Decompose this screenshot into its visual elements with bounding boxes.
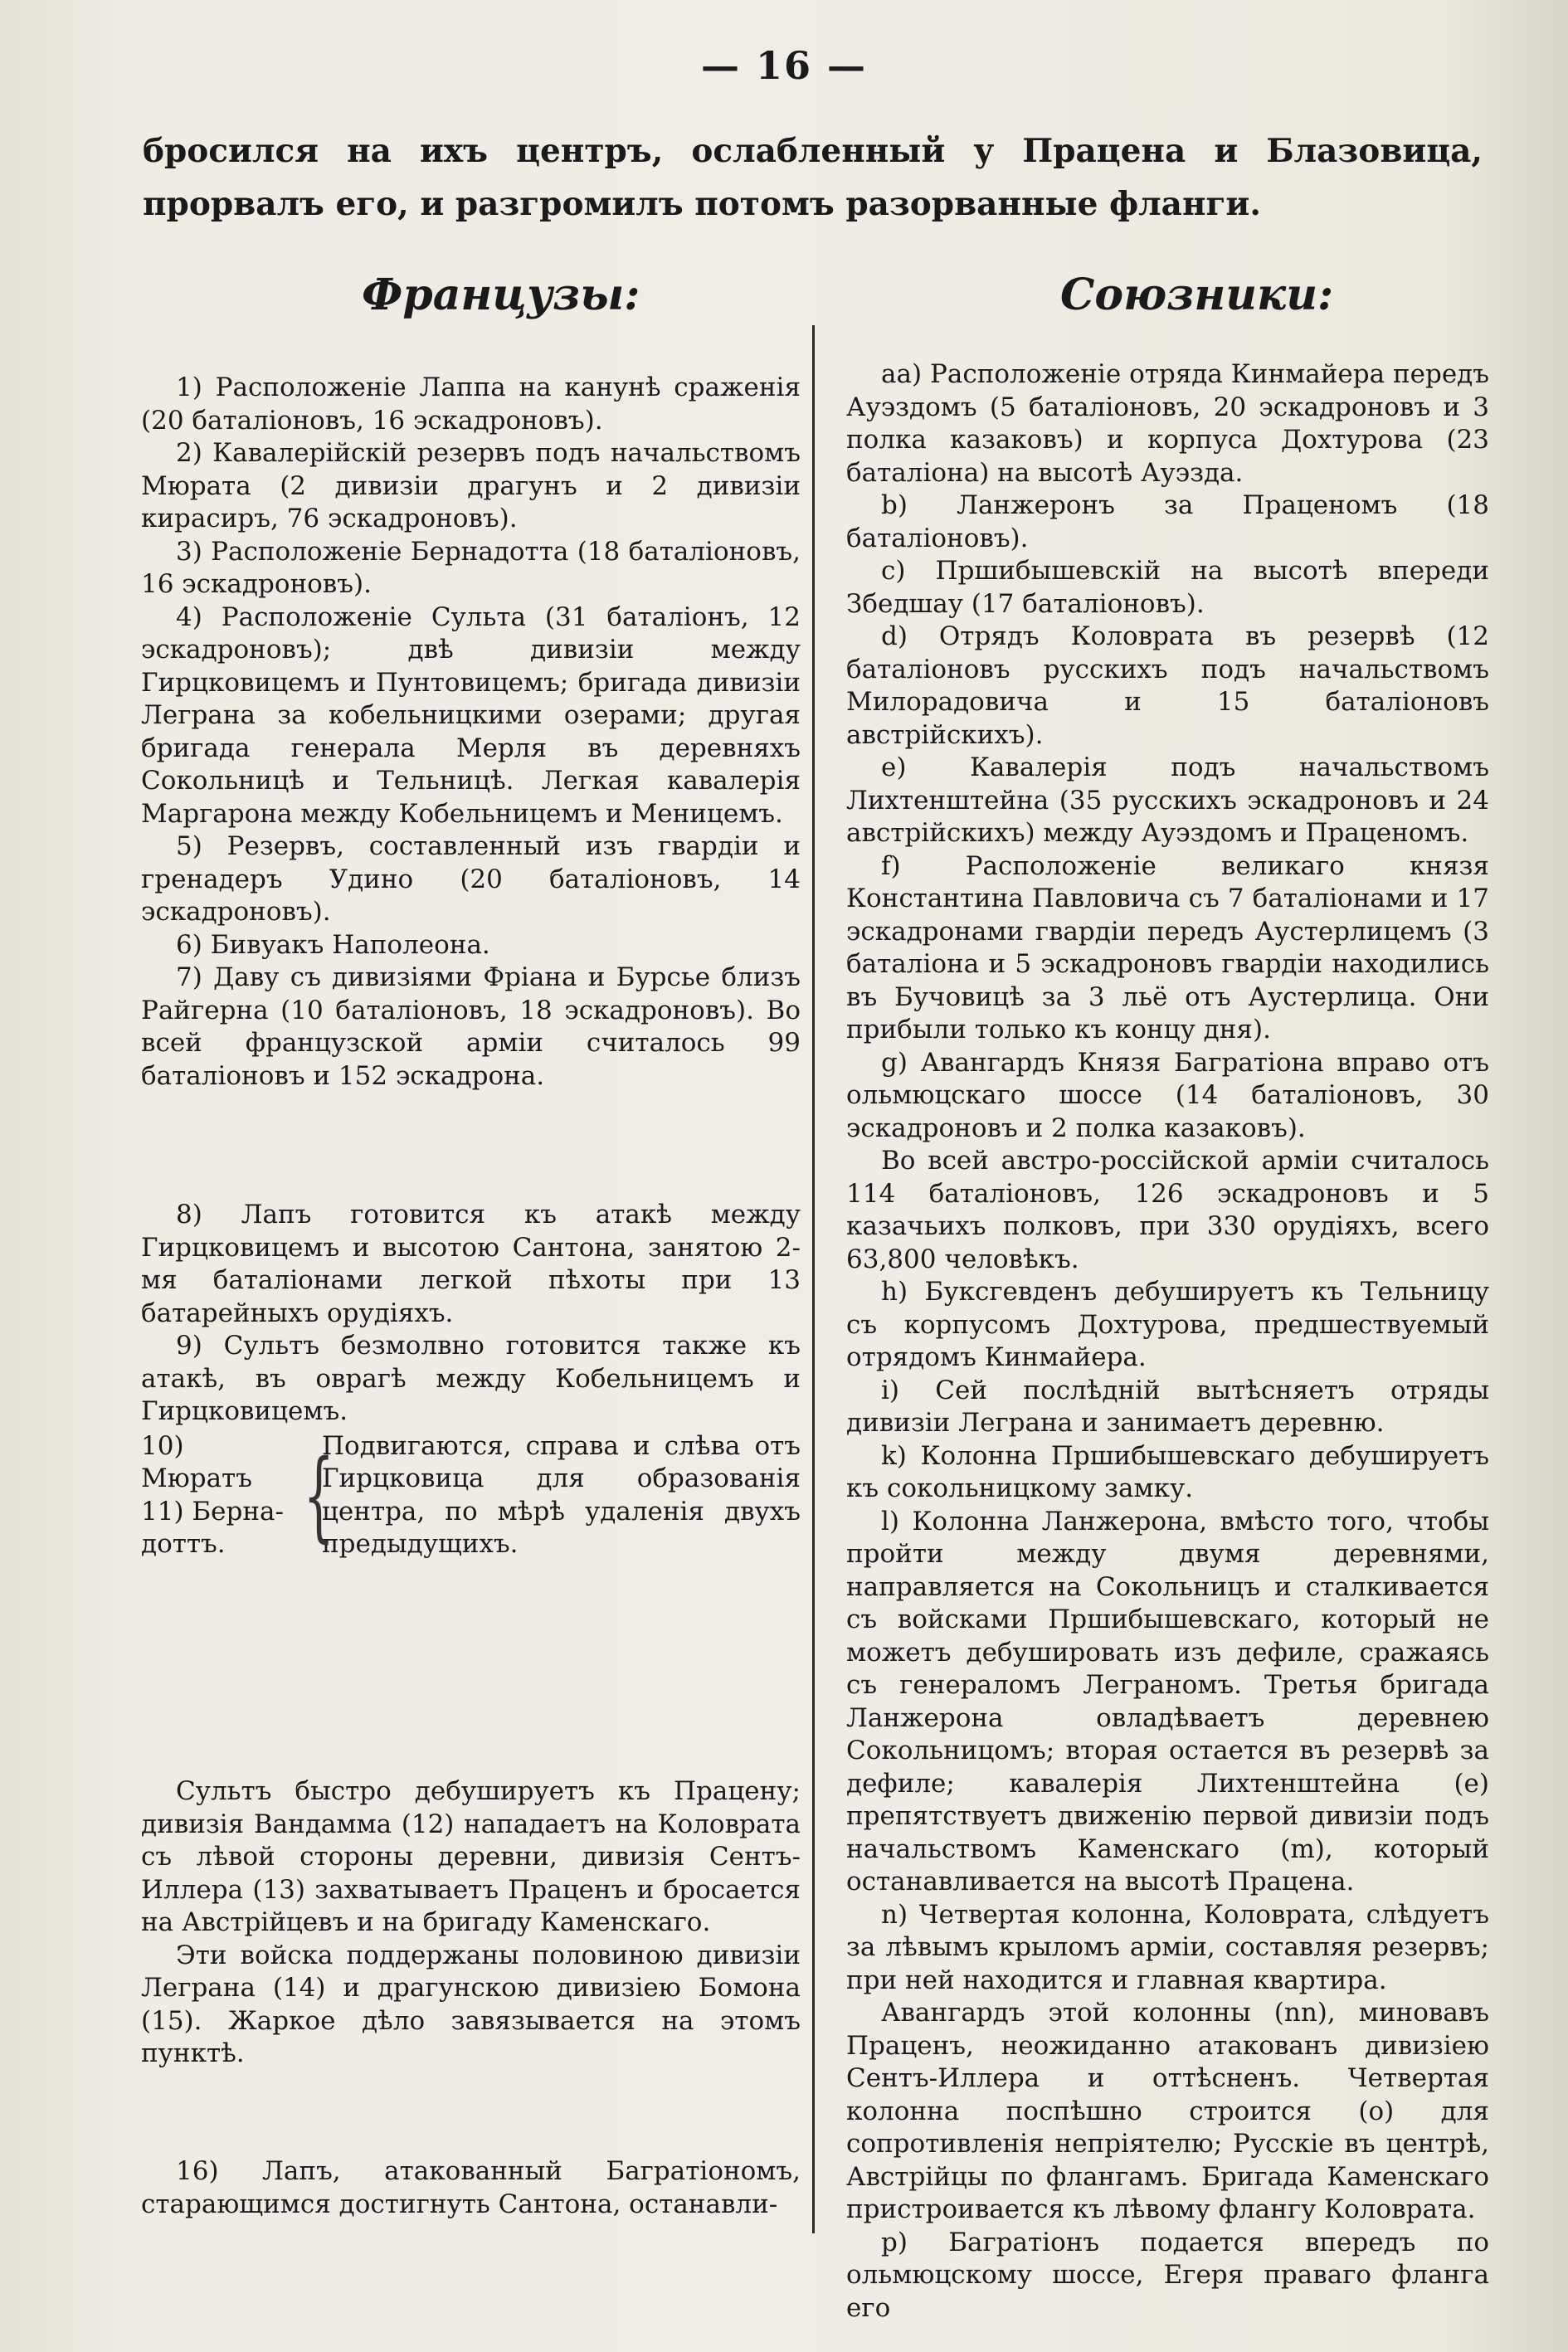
paragraph: 16) Лапъ, атакованный Багратіономъ, старающимся достигнуть Сантона, останавли- — [141, 2156, 801, 2219]
paragraph: Во всей австро-россійской арміи считалось 114 баталіоновъ, 126 эскадроновъ и 5 казачьихъ полковъ, при 330 орудіяхъ, всего 63,800 человѣкъ. — [846, 1146, 1489, 1274]
brace-name: 10) Мюратъ — [141, 1430, 252, 1493]
paragraph: k) Колонна Пршибышевскаго дебушируетъ къ сокольницкому замку. — [846, 1440, 1489, 1503]
soult-advance-block — [141, 1775, 801, 2071]
heading-french: Французы: — [362, 270, 640, 320]
page-number: — 16 — — [700, 43, 868, 88]
lannes-block — [141, 2155, 801, 2221]
paragraph: 3) Расположеніе Бернадотта (18 баталіоновъ, 16 эскадроновъ). — [141, 536, 801, 599]
brace-text: Подвигаются, справа и слѣва отъ Гирцковица для образованія центра, по мѣрѣ удаленія двухъ предыдущихъ. — [322, 1430, 801, 1559]
paragraph: i) Сей послѣдній вытѣсняетъ отряды дивизіи Леграна и занимаетъ деревню. — [846, 1375, 1489, 1438]
paragraph: 9) Сультъ безмолвно готовится также къ атакѣ, въ оврагѣ между Кобельницемъ и Гирцковицемъ. — [141, 1331, 801, 1426]
paragraph: p) Багратіонъ подается впередъ по ольмюцскому шоссе, Егеря праваго фланга его — [846, 2227, 1489, 2323]
paragraph: g) Авангардъ Князя Багратіона вправо отъ ольмюцскаго шоссе (14 баталіоновъ, 30 эскадроновъ и 2 полка казаковъ). — [846, 1047, 1489, 1143]
paragraph: 8) Лапъ готовится къ атакѣ между Гирцковицемъ и высотою Сантона, занятою 2-мя баталіонами легкой пѣхоты при 13 батарейныхъ орудіяхъ. — [141, 1200, 801, 1328]
intro-paragraph: бросился на ихъ центръ, ослабленный у Працена и Блазовица, прорвалъ его, и разгромилъ потомъ разорванные фланги. — [143, 132, 1483, 223]
paragraph: 4) Расположеніе Сульта (31 баталіонъ, 12 эскадроновъ); двѣ дивизіи между Гирцковицемъ и Пунтовицемъ; бригада дивизіи Леграна за кобельницкими озерами; другая бригада генерала Мерля въ деревняхъ Сокольницѣ и Тельницѣ. Легкая кавалерія Маргарона между Кобельницемъ и Меницемъ. — [141, 601, 801, 829]
brace-name: 11) Берна- — [141, 1496, 284, 1527]
french-positions-block — [141, 372, 801, 1093]
paragraph: Эти войска поддержаны половиною дивизіи Леграна (14) и драгунскою дивизіею Бомона (15). Жаркое дѣло завязывается на этомъ пунктѣ. — [141, 1940, 801, 2068]
paragraph: h) Буксгевденъ дебушируетъ къ Тельницу съ корпусомъ Дохтурова, предшествуемый отрядомъ Кинмайера. — [846, 1277, 1489, 1372]
column-divider — [812, 325, 815, 2233]
paragraph: l) Колонна Ланжерона, вмѣсто того, чтобы пройти между двумя деревнями, направляется на Сокольницъ и сталкивается съ войсками Пршибышевскаго, который не можетъ дебушировать изъ дефиле, сражаясь съ генераломъ Леграномъ. Третья бригада Ланжерона овладѣваетъ деревнею Сокольницомъ; вторая остается въ резервѣ за дефиле; кавалерія Лихтенштейна (e) препятствуетъ движенію первой дивизіи подъ начальствомъ Каменскаго (m), который останавливается на высотѣ Працена. — [846, 1506, 1489, 1897]
allies-column — [846, 358, 1489, 2325]
paragraph: n) Четвертая колонна, Коловрата, слѣдуетъ за лѣвымъ крыломъ арміи, составляя резервъ; при ней находится и главная квартира. — [846, 1899, 1489, 1995]
french-attack-block — [141, 1199, 801, 1561]
paragraph: Авангардъ этой колонны (nn), миновавъ Праценъ, неожиданно атакованъ дивизіею Сентъ-Иллера и оттѣсненъ. Четвертая колонна поспѣшно строится (o) для сопротивленія непріятелю; Русскіе въ центрѣ, Австрійцы по флангамъ. Бригада Каменскаго пристроивается къ лѣвому флангу Коловрата. — [846, 1998, 1489, 2224]
paragraph: аа) Расположеніе отряда Кинмайера передъ Ауэздомъ (5 баталіоновъ, 20 эскадроновъ и 3 полка казаковъ) и корпуса Дохтурова (23 баталіона) на высотѣ Ауэзда. — [846, 359, 1489, 488]
paragraph: e) Кавалерія подъ начальствомъ Лихтенштейна (35 русскихъ эскадроновъ и 24 австрійскихъ) между Ауэздомъ и Праценомъ. — [846, 752, 1489, 848]
paragraph: 2) Кавалерійскій резервъ подъ начальствомъ Мюрата (2 дивизіи драгунъ и 2 дивизіи кирасиръ, 76 эскадроновъ). — [141, 438, 801, 533]
paragraph: d) Отрядъ Коловрата въ резервѣ (12 баталіоновъ русскихъ подъ начальствомъ Милорадовича и 15 баталіоновъ австрійскихъ). — [846, 621, 1489, 750]
brace-glyph: { — [303, 1437, 335, 1552]
paragraph: 1) Расположеніе Лаппа на канунѣ сраженія (20 баталіоновъ, 16 эскадроновъ). — [141, 373, 801, 436]
brace-names — [141, 1430, 297, 1561]
paragraph: c) Пршибышевскій на высотѣ впереди Збедшау (17 баталіоновъ). — [846, 556, 1489, 619]
paragraph: 7) Даву съ дивизіями Фріана и Бурсье близъ Райгерна (10 баталіоновъ, 18 эскадроновъ). Во всей французской арміи считалось 99 баталіоновъ и 152 эскадрона. — [141, 962, 801, 1091]
paragraph: f) Расположеніе великаго князя Константина Павловича съ 7 баталіонами и 17 эскадронами гвардіи передъ Аустерлицемъ (3 баталіона и 5 эскадроновъ гвардіи находились въ Бучовицѣ за 3 льё отъ Аустерлица. Они прибыли только къ концу дня). — [846, 850, 1489, 1045]
paragraph: Сультъ быстро дебушируетъ къ Працену; дивизія Вандамма (12) нападаетъ на Коловрата съ лѣвой стороны деревни, дивизія Сентъ-Иллера (13) захватываетъ Праценъ и бросается на Австрійцевъ и на бригаду Каменскаго. — [141, 1776, 801, 1937]
brace-group — [141, 1430, 801, 1561]
paragraph: 5) Резервъ, составленный изъ гвардіи и гренадеръ Удино (20 баталіоновъ, 14 эскадроновъ). — [141, 831, 801, 927]
brace-name: доттъ. — [141, 1529, 226, 1559]
heading-allies: Союзники: — [1060, 270, 1334, 320]
paragraph: 6) Бивуакъ Наполеона. — [176, 929, 490, 960]
paragraph: b) Ланжеронъ за Праценомъ (18 баталіоновъ). — [846, 490, 1489, 553]
